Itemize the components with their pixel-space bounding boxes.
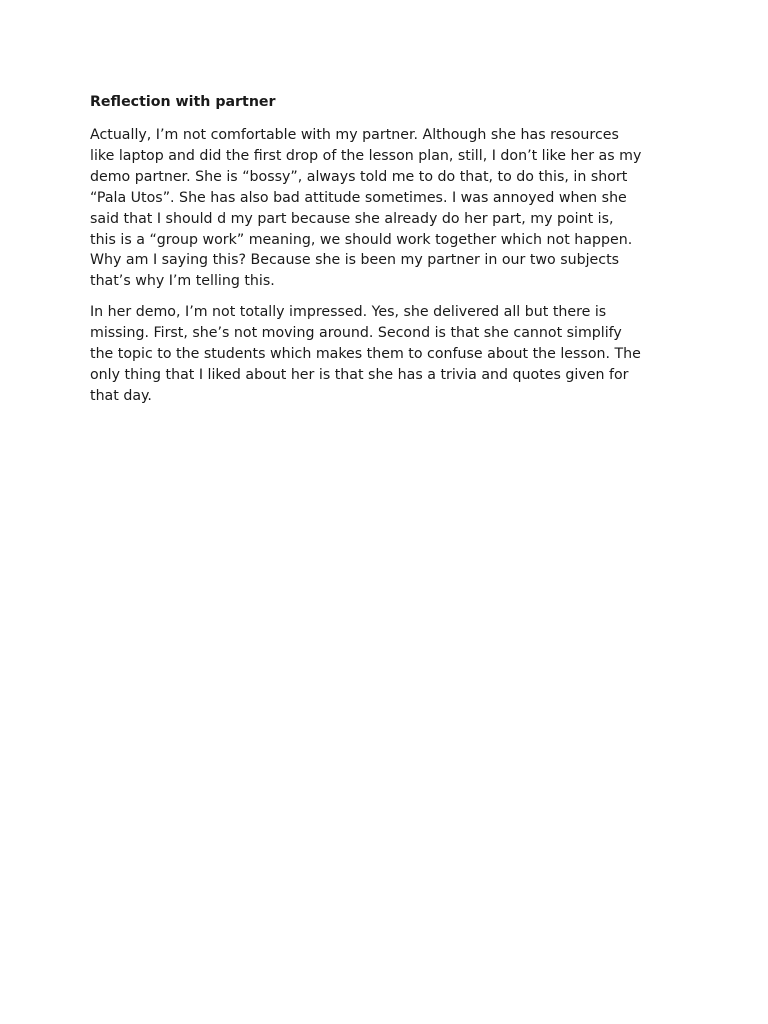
text-line: Actually, I’m not comfortable with my partner. Although she has resources — [90, 127, 619, 143]
text-line: demo partner. She is “bossy”, always told me to do that, to do this, in short — [90, 168, 628, 185]
text-line: “Pala Utos”. She has also bad attitude sometimes. I was annoyed when she — [90, 189, 627, 206]
text-line: that day. — [90, 387, 152, 404]
text-line: only thing that I liked about her is that she has a trivia and quotes given for — [90, 366, 629, 383]
text-line: Why am I saying this? Because she is been my partner in our two subjects — [90, 252, 620, 269]
document-title: Reflection with partner — [90, 94, 276, 110]
paragraph-1 — [90, 125, 680, 292]
text-line: that’s why I’m telling this. — [90, 273, 275, 290]
text-line: said that I should d my part because she already do her part, my point is, — [90, 210, 614, 227]
text-line: the topic to the students which makes them to confuse about the lesson. The — [90, 346, 641, 363]
paragraph-2 — [90, 302, 680, 407]
document-body — [90, 92, 680, 417]
text-line: In her demo, I’m not totally impressed. Yes, she delivered all but there is — [90, 304, 607, 321]
text-line: this is a “group work” meaning, we should work together which not happen. — [90, 231, 633, 248]
text-line: missing. First, she’s not moving around. Second is that she cannot simplify — [90, 325, 622, 342]
text-line: like laptop and did the first drop of the lesson plan, still, I don’t like her as my — [90, 147, 642, 164]
